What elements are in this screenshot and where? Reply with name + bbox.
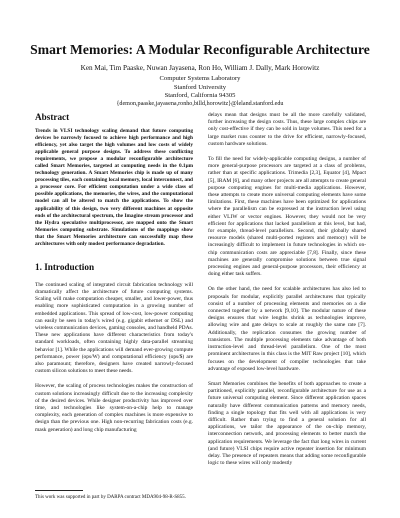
abstract-body: Trends in VLSI technology scaling demand that future computing devices be narrowly focused to achieve high performance and high efficiency, yet also target the high volumes and low costs of widely applicable general purpose designs. To address these conflicting requirements, we propose a modular reconfigurable architecture called Smart Memories, targeted at computing needs in the 0.1μm technology generation. A Smart Memories chip is made up of many processing tiles, each containing local memory, local interconnect, and a processor core. For efficient computation under a wide class of possible applications, the memories, the wires, and the computational model can all be altered to match the applications. To show the applicability of this design, two very different machines at opposite ends of the architectural spectrum, the Imagine stream processor and the Hydra speculative multiprocessor, are mapped onto the Smart Memories computing substrate. Simulations of the mappings show that the Smart Memories architecture can successfully map these architectures with only modest performance degradation. — [35, 128, 193, 247]
author-list: Ken Mai, Tim Paaske, Nuwan Jayasena, Ron Ho, William J. Dally, Mark Horowitz — [80, 64, 320, 72]
right-paragraph-2: To fill the need for widely-applicable computing designs, a number of more general-purpose processors are targeted at a class of problems, rather than at specific applications. Trimedia [2,3], Equator [4], Mpact [5], IRAM [6], and many other projects are all attempts to create general purpose computing engines for multi-media applications. However, these attempts to create more universal computing elements have some limitations. First, these machines have been optimized for applications where the parallelism can be expressed at the instruction level using either VLIW or vector engines. However, they would not be very efficient for applications that lacked parallelism at this level, but had, for example, thread-level parallelism. Second, their globally shared resource models (shared multi-ported registers and memory) will be increasingly difficult to implement in future technologies in which on-chip communication costs are appreciable [7,8]. Finally, since these machines are generally compromise solutions between true signal processing engines and general-purpose processors, their efficiency at doing either task suffers. — [208, 156, 366, 278]
paper-title: Smart Memories: A Modular Reconfigurable Architecture — [30, 42, 370, 57]
right-paragraph-3: On the other hand, the need for scalable architectures has also led to proposals for modular, explicitly parallel architectures that typically consist of a number of processing elements and memories on a die connected together by a network [9,10]. The modular nature of these designs ensures that wire lengths shrink as technologies improve, allowing wire and gate delays to scale at roughly the same rate [7]. Additionally, the replication consumes the growing number of transistors. The multiple processing elements take advantage of both instruction-level and thread-level parallelism. One of the most prominent architectures in this class is the MIT Raw project [10], which focuses on the development of compiler technologies that take advantage of exposed low-level hardware. — [208, 286, 366, 372]
right-column — [208, 112, 366, 467]
left-column — [35, 112, 193, 434]
abstract-heading: Abstract — [35, 112, 70, 122]
author-emails: {demon,paaske,jayasena,ronho,billd,horowitz}@leland.stanford.edu — [116, 100, 284, 107]
affiliation-address: Stanford, California 94305 — [164, 92, 236, 99]
right-paragraph-4: Smart Memories combines the benefits of both approaches to create a partitioned, explicitly parallel, reconfigurable architecture for use as a future universal computing element. Since different application spaces naturally have different communication patterns and memory needs, finding a single topology that fits well with all applications is very difficult. Rather than trying to find a general solution for all applications, we tailor the appearance of the on-chip memory, interconnection network, and processing elements to better match the application requirements. We leverage the fact that long wires in current (and future) VLSI chips require active repeater insertion for minimum delay. The presence of repeaters means that adding some reconfigurable logic to these wires will only modestly — [208, 380, 366, 467]
intro-paragraph-2: However, the scaling of process technologies makes the construction of custom solutions increasingly difficult due to the increasing complexity of the desired devices. While designer productivity has improved over time, and technologies like system-on-a-chip help to manage complexity, each generation of complex machines is more expensive to design than the previous one. High non-recurring fabrication costs (e.g. mask generation) and long chip manufacturing — [35, 383, 193, 433]
intro-paragraph-1: The continued scaling of integrated circuit fabrication technology will dramatically affect the architecture of future computing systems. Scaling will make computation cheaper, smaller, and lower-power, thus enabling more sophisticated computation in a growing number of embedded applications. This spread of low-cost, low-power computing can easily be seen in today's wired (e.g. gigabit ethernet or DSL) and wireless communication devices, gaming consoles, and handheld PDAs. These new applications have different characteristics from today's standard workloads, often containing highly data-parallel streaming behavior [1]. While the applications will demand ever-growing compute performance, power (ops/W) and computational efficiency (ops/$) are also paramount; therefore, designers have created narrowly-focused custom silicon solutions to meet these needs. — [35, 281, 193, 375]
introduction-heading: 1. Introduction — [35, 261, 95, 272]
footnote-divider — [35, 490, 83, 491]
affiliation-university: Stanford University — [173, 83, 227, 91]
right-paragraph-1: delays mean that designs must be all the more carefully validated, further increasing the design costs. Thus, these large complex chips are only cost-effective if they can be sold in large volumes. This need for a large market runs counter to the drive for efficient, narrowly-focused, custom hardware solutions. — [208, 112, 366, 147]
affiliation-lab: Computer Systems Laboratory — [159, 75, 241, 82]
funding-footnote: This work was supported in part by DARPA contract MDA904-98-R-S855. — [35, 495, 186, 500]
